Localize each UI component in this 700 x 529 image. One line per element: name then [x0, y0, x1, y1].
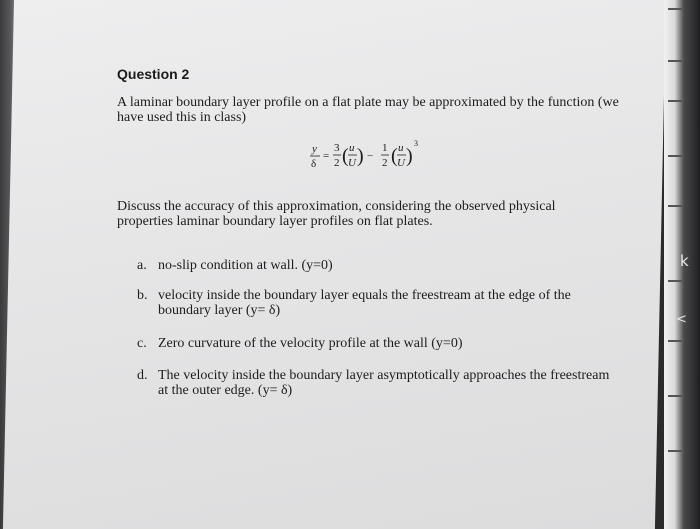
svg-text:(: (	[391, 145, 398, 167]
question-intro: A laminar boundary layer profile on a flat plate may be approximated by the function (we have used this in class)	[117, 95, 619, 125]
list-item	[137, 258, 617, 274]
svg-text:): )	[406, 145, 413, 167]
list-item-text: no-slip condition at wall. (y=0)	[158, 258, 333, 273]
list-item	[137, 336, 617, 352]
svg-text:): )	[357, 145, 364, 167]
list-item-label: a.	[137, 258, 147, 273]
list-item-label: b.	[137, 288, 148, 303]
background-arrow-glyph: <	[676, 312, 687, 327]
formula-coef1-num: 3	[334, 142, 340, 154]
formula-exponent: 3	[414, 139, 418, 148]
formula-equals: =	[323, 150, 330, 162]
formula-U-2: U	[397, 157, 405, 169]
list-item-text: Zero curvature of the velocity profile at the wall (y=0)	[158, 336, 463, 351]
list-item-label: d.	[137, 368, 148, 383]
list-item-text: The velocity inside the boundary layer asymptotically approaches the freestream at the outer edge. (y= δ)	[158, 368, 610, 398]
formula-u-2: u	[398, 142, 404, 154]
svg-text:(: (	[342, 145, 349, 167]
formula-coef2-den: 2	[382, 157, 388, 169]
discussion-prompt: Discuss the accuracy of this approximation, considering the observed physical properties laminar boundary layer profiles on flat plates.	[117, 199, 556, 229]
background-letter-k: k	[680, 252, 689, 270]
formula-y: y	[312, 143, 317, 155]
formula-minus: −	[367, 150, 374, 162]
formula-delta: δ	[311, 158, 317, 170]
list-item-label: c.	[137, 336, 147, 351]
list-item-text: velocity inside the boundary layer equals the freestream at the edge of the boundary layer (y= δ)	[158, 288, 571, 318]
velocity-profile-formula	[310, 135, 440, 179]
formula-U-1: U	[348, 157, 356, 169]
list-item	[137, 288, 617, 320]
formula-coef2-num: 1	[382, 142, 388, 154]
formula-u-1: u	[349, 142, 355, 154]
formula-coef1-den: 2	[334, 157, 340, 169]
question-title: Question 2	[117, 66, 190, 82]
list-item	[137, 368, 617, 400]
